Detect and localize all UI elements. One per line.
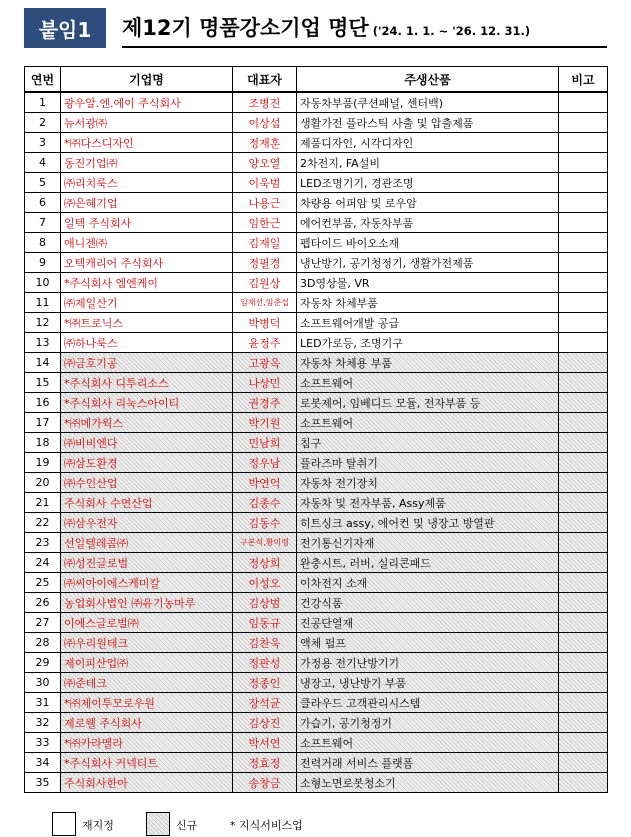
ceo-name: 정필경 <box>233 253 297 273</box>
row-number: 32 <box>25 713 61 733</box>
row-number: 18 <box>25 433 61 453</box>
table-row <box>25 213 608 233</box>
table-row <box>25 593 608 613</box>
main-product: 차량용 어퍼암 및 로우암 <box>297 193 559 213</box>
row-number: 26 <box>25 593 61 613</box>
company-name: ㈜제일산기 <box>61 293 233 313</box>
table-row <box>25 473 608 493</box>
row-number: 23 <box>25 533 61 553</box>
column-header-note: 비고 <box>559 67 608 93</box>
main-product: 소프트웨어개발 공급 <box>297 313 559 333</box>
company-name: ㈜리치룩스 <box>61 173 233 193</box>
row-number: 22 <box>25 513 61 533</box>
remarks <box>559 313 608 333</box>
ceo-name: 박병덕 <box>233 313 297 333</box>
remarks <box>559 573 608 593</box>
ceo-name: 민남희 <box>233 433 297 453</box>
table-row <box>25 493 608 513</box>
main-product: 건강식품 <box>297 593 559 613</box>
main-product: 플라즈마 탈취기 <box>297 453 559 473</box>
main-product: 가습기, 공기청정기 <box>297 713 559 733</box>
new-swatch <box>146 812 170 836</box>
company-name: ㈜수인산업 <box>61 473 233 493</box>
main-product: 완충시트, 러버, 실리콘패드 <box>297 553 559 573</box>
table-row <box>25 193 608 213</box>
ceo-name: 이상섭 <box>233 113 297 133</box>
company-name: *주식회사 리눅스아이티 <box>61 393 233 413</box>
table-row <box>25 313 608 333</box>
ceo-name: 김상진 <box>233 713 297 733</box>
row-number: 33 <box>25 733 61 753</box>
main-product: 로봇제어, 임베디드 모듈, 전자부품 등 <box>297 393 559 413</box>
company-name: *주식회사 커넥티트 <box>61 753 233 773</box>
main-product: 자동차 차체부품 <box>297 293 559 313</box>
company-name: ㈜성진글로벌 <box>61 553 233 573</box>
table-row <box>25 573 608 593</box>
ceo-name: 김상범 <box>233 593 297 613</box>
column-header-product: 주생산품 <box>297 67 559 93</box>
row-number: 35 <box>25 773 61 793</box>
ceo-name: 정우남 <box>233 453 297 473</box>
company-name: ㈜은혜기업 <box>61 193 233 213</box>
remarks <box>559 173 608 193</box>
ceo-name: 정효정 <box>233 753 297 773</box>
main-product: 전력거래 서비스 플랫폼 <box>297 753 559 773</box>
company-name: 제로웰 주식회사 <box>61 713 233 733</box>
table-body <box>25 92 608 793</box>
remarks <box>559 413 608 433</box>
ceo-name: 조병진 <box>233 92 297 113</box>
ceo-name: 권경주 <box>233 393 297 413</box>
remarks <box>559 693 608 713</box>
row-number: 27 <box>25 613 61 633</box>
remarks <box>559 473 608 493</box>
table-row <box>25 753 608 773</box>
remarks <box>559 92 608 113</box>
company-name: 선일텔레콤㈜ <box>61 533 233 553</box>
ceo-name: 김재일 <box>233 233 297 253</box>
main-product: 액체 펌프 <box>297 633 559 653</box>
remarks <box>559 513 608 533</box>
renew-swatch <box>52 812 76 836</box>
main-product: 전기통신기자재 <box>297 533 559 553</box>
row-number: 20 <box>25 473 61 493</box>
main-product: 제품디자인, 시각디자인 <box>297 133 559 153</box>
ceo-name: 임채선,임춘섭 <box>233 293 297 313</box>
row-number: 10 <box>25 273 61 293</box>
row-number: 16 <box>25 393 61 413</box>
row-number: 28 <box>25 633 61 653</box>
remarks <box>559 153 608 173</box>
table-row <box>25 433 608 453</box>
ceo-name: 김동수 <box>233 513 297 533</box>
remarks <box>559 393 608 413</box>
row-number: 6 <box>25 193 61 213</box>
ceo-name: 박연억 <box>233 473 297 493</box>
table-row <box>25 113 608 133</box>
table-row <box>25 133 608 153</box>
table-row <box>25 633 608 653</box>
table-row <box>25 353 608 373</box>
remarks <box>559 593 608 613</box>
table-row <box>25 653 608 673</box>
remarks <box>559 733 608 753</box>
company-name: ㈜우리원테크 <box>61 633 233 653</box>
main-product: 자동차 전기장치 <box>297 473 559 493</box>
ceo-name: 장석균 <box>233 693 297 713</box>
designation-period: ('24. 1. 1. ~ '26. 12. 31.) <box>372 24 531 38</box>
company-name: ㈜삼우전자 <box>61 513 233 533</box>
remarks <box>559 293 608 313</box>
row-number: 7 <box>25 213 61 233</box>
row-number: 14 <box>25 353 61 373</box>
company-name: ㈜삼도환경 <box>61 453 233 473</box>
table-row <box>25 233 608 253</box>
ceo-name: 이성오 <box>233 573 297 593</box>
main-product: 생활가전 플라스틱 사출 및 압출제품 <box>297 113 559 133</box>
ceo-name: 김원상 <box>233 273 297 293</box>
ceo-name: 고광옥 <box>233 353 297 373</box>
ceo-name: 양오열 <box>233 153 297 173</box>
company-name: 일텍 주식회사 <box>61 213 233 233</box>
remarks <box>559 373 608 393</box>
remarks <box>559 133 608 153</box>
table-row <box>25 333 608 353</box>
renew-label: 재지정 <box>82 819 114 832</box>
ceo-name: 정종인 <box>233 673 297 693</box>
column-header-company: 기업명 <box>61 67 233 93</box>
main-product: 클라우드 고객관리시스템 <box>297 693 559 713</box>
knowledge-service-note: * 지식서비스업 <box>230 819 303 832</box>
table-row <box>25 693 608 713</box>
table-row <box>25 553 608 573</box>
main-product: 에어컨부품, 자동차부품 <box>297 213 559 233</box>
company-name: 애니젠㈜ <box>61 233 233 253</box>
row-number: 1 <box>25 92 61 113</box>
ceo-name: 임한근 <box>233 213 297 233</box>
ceo-name: 임동규 <box>233 613 297 633</box>
row-number: 25 <box>25 573 61 593</box>
company-name: ㈜금호기공 <box>61 353 233 373</box>
main-product: 소형노면로봇청소기 <box>297 773 559 793</box>
row-number: 15 <box>25 373 61 393</box>
main-product: 이차전지 소재 <box>297 573 559 593</box>
main-product: 펩타이드 바이오소재 <box>297 233 559 253</box>
new-label: 신규 <box>176 819 198 832</box>
main-product: 침구 <box>297 433 559 453</box>
remarks <box>559 613 608 633</box>
company-name: *㈜트로닉스 <box>61 313 233 333</box>
remarks <box>559 433 608 453</box>
ceo-name: 정판성 <box>233 653 297 673</box>
main-product: 냉난방기, 공기청정기, 생활가전제품 <box>297 253 559 273</box>
row-number: 4 <box>25 153 61 173</box>
row-number: 5 <box>25 173 61 193</box>
title-underline <box>122 46 607 48</box>
table-row <box>25 673 608 693</box>
remarks <box>559 533 608 553</box>
table-row <box>25 373 608 393</box>
table-row <box>25 173 608 193</box>
main-product: 자동차 및 전자부품, Assy제품 <box>297 493 559 513</box>
remarks <box>559 713 608 733</box>
table-row <box>25 393 608 413</box>
remarks <box>559 333 608 353</box>
main-product: 냉장고, 냉난방기 부품 <box>297 673 559 693</box>
main-product: 2차전지, FA설비 <box>297 153 559 173</box>
table-row <box>25 453 608 473</box>
company-name: ㈜비비엔다 <box>61 433 233 453</box>
remarks <box>559 233 608 253</box>
column-header-ceo: 대표자 <box>233 67 297 93</box>
remarks <box>559 253 608 273</box>
row-number: 2 <box>25 113 61 133</box>
ceo-name: 박서연 <box>233 733 297 753</box>
ceo-name: 윤정주 <box>233 333 297 353</box>
remarks <box>559 673 608 693</box>
company-name: ㈜하나룩스 <box>61 333 233 353</box>
row-number: 3 <box>25 133 61 153</box>
ceo-name: 정상희 <box>233 553 297 573</box>
document-header <box>24 8 607 48</box>
column-header-no: 연번 <box>25 67 61 93</box>
table-row <box>25 413 608 433</box>
company-name: ㈜씨아이에스케미칼 <box>61 573 233 593</box>
main-product: 히트싱크 assy, 에어컨 및 냉장고 방열판 <box>297 513 559 533</box>
table-row <box>25 713 608 733</box>
remarks <box>559 493 608 513</box>
row-number: 9 <box>25 253 61 273</box>
remarks <box>559 633 608 653</box>
ceo-name: 김종수 <box>233 493 297 513</box>
company-name: 주식회사한아 <box>61 773 233 793</box>
row-number: 34 <box>25 753 61 773</box>
table-row <box>25 613 608 633</box>
table-row <box>25 92 608 113</box>
ceo-name: 이욱범 <box>233 173 297 193</box>
company-name: *㈜카라멜라 <box>61 733 233 753</box>
ceo-name: 송창금 <box>233 773 297 793</box>
company-name: *㈜다스디자인 <box>61 133 233 153</box>
company-name: ㈜준테크 <box>61 673 233 693</box>
row-number: 8 <box>25 233 61 253</box>
row-number: 31 <box>25 693 61 713</box>
ceo-name: 박기원 <box>233 413 297 433</box>
remarks <box>559 353 608 373</box>
table-header-row <box>25 67 608 93</box>
company-name: 제이피산업㈜ <box>61 653 233 673</box>
company-name: 이에스글로벌㈜ <box>61 613 233 633</box>
main-product: 3D영상물, VR <box>297 273 559 293</box>
table-row <box>25 273 608 293</box>
table-row <box>25 253 608 273</box>
table-row <box>25 773 608 793</box>
document-title <box>122 12 530 42</box>
ceo-name: 나용근 <box>233 193 297 213</box>
title-text: 제12기 명품강소기업 명단 <box>122 16 369 40</box>
row-number: 12 <box>25 313 61 333</box>
row-number: 29 <box>25 653 61 673</box>
main-product: 자동차 차체용 부품 <box>297 353 559 373</box>
table-row <box>25 513 608 533</box>
remarks <box>559 653 608 673</box>
company-name: 농업회사법인 ㈜유기농마루 <box>61 593 233 613</box>
remarks <box>559 453 608 473</box>
row-number: 30 <box>25 673 61 693</box>
main-product: 소프트웨어 <box>297 373 559 393</box>
remarks <box>559 113 608 133</box>
attachment-badge: 붙임1 <box>24 8 106 48</box>
remarks <box>559 273 608 293</box>
company-name: *주식회사 디투리소스 <box>61 373 233 393</box>
company-name: 오텍캐리어 주식회사 <box>61 253 233 273</box>
company-list-table <box>24 66 608 793</box>
company-name: *㈜메가웍스 <box>61 413 233 433</box>
main-product: 자동차부품(쿠션패널, 센터백) <box>297 92 559 113</box>
row-number: 24 <box>25 553 61 573</box>
company-name: *주식회사 엠엔케이 <box>61 273 233 293</box>
main-product: 진공단열재 <box>297 613 559 633</box>
company-name: 주식회사 수연산업 <box>61 493 233 513</box>
main-product: LED가로등, 조명기구 <box>297 333 559 353</box>
remarks <box>559 193 608 213</box>
company-name: 동진기업㈜ <box>61 153 233 173</box>
row-number: 17 <box>25 413 61 433</box>
table-row <box>25 533 608 553</box>
remarks <box>559 753 608 773</box>
table-row <box>25 153 608 173</box>
main-product: 가정용 전기난방기기 <box>297 653 559 673</box>
table-row <box>25 293 608 313</box>
company-name: 광우알.엔.에이 주식회사 <box>61 92 233 113</box>
row-number: 11 <box>25 293 61 313</box>
row-number: 19 <box>25 453 61 473</box>
ceo-name: 김찬욱 <box>233 633 297 653</box>
row-number: 21 <box>25 493 61 513</box>
ceo-name: 정재훈 <box>233 133 297 153</box>
remarks <box>559 213 608 233</box>
main-product: 소프트웨어 <box>297 413 559 433</box>
company-name: 뉴서광㈜ <box>61 113 233 133</box>
main-product: LED조명기기, 경관조명 <box>297 173 559 193</box>
remarks <box>559 553 608 573</box>
table-row <box>25 733 608 753</box>
ceo-name: 구본석,황미령 <box>233 533 297 553</box>
main-product: 소프트웨어 <box>297 733 559 753</box>
remarks <box>559 773 608 793</box>
ceo-name: 나상민 <box>233 373 297 393</box>
row-number: 13 <box>25 333 61 353</box>
company-name: *㈜제이투모로우원 <box>61 693 233 713</box>
